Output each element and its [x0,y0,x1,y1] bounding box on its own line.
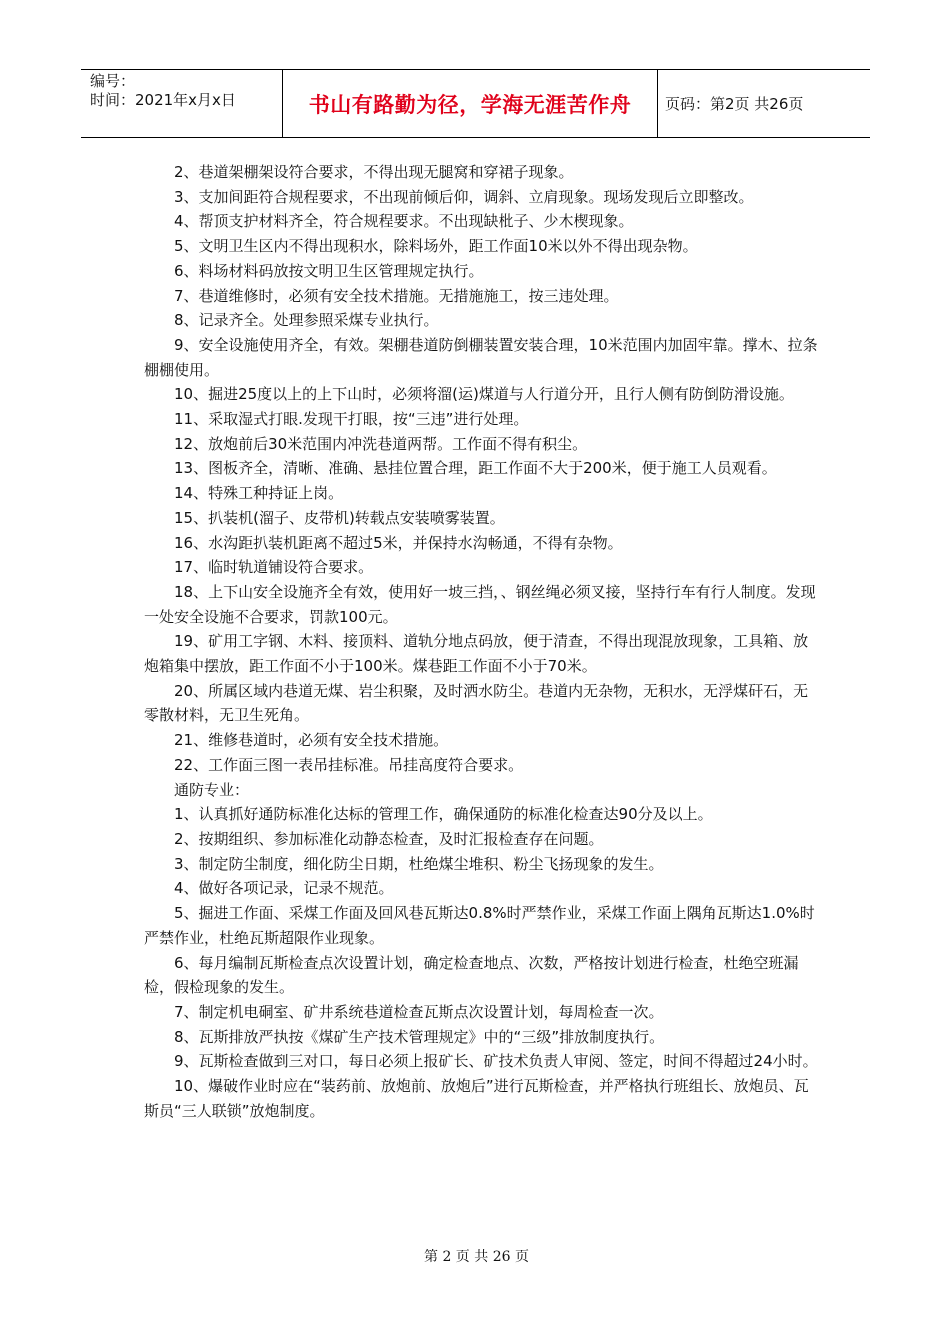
paragraph: 20、所属区域内巷道无煤、岩尘积聚，及时洒水防尘。巷道内无杂物，无积水，无浮煤矸石，无零散材料，无卫生死角。 [144,681,809,725]
paragraph: 6、料场材料码放按文明卫生区管理规定执行。 [174,261,484,280]
header-info-cell [81,70,282,137]
paragraph: 14、特殊工种持证上岗。 [174,484,344,503]
paragraph: 6、每月编制瓦斯检查点次设置计划，确定检查地点、次数，严格按计划进行检查，杜绝空班漏检，假检现象的发生。 [144,953,799,997]
paragraph: 22、工作面三图一表吊挂标准。吊挂高度符合要求。 [174,755,524,774]
paragraph: 16、水沟距扒装机距离不超过5米，并保持水沟畅通，不得有杂物。 [174,533,623,552]
paragraph: 4、做好各项记录，记录不规范。 [174,879,394,898]
paragraph: 15、扒装机(溜子、皮带机)转载点安装喷雾装置。 [174,508,505,527]
paragraph: 7、巷道维修时，必须有安全技术措施。无措施施工，按三违处理。 [174,286,619,305]
page-header [81,69,870,138]
paragraph: 1、认真抓好通防标准化达标的管理工作，确保通防的标准化检查达90分及以上。 [174,805,713,824]
footer-page-number: 第 2 页 共 26 页 [424,1249,529,1265]
paragraph: 12、放炮前后30米范围内冲洗巷道两帮。工作面不得有积尘。 [174,434,588,453]
paragraph: 4、帮顶支护材料齐全，符合规程要求。不出现缺枇子、少木楔现象。 [174,212,634,231]
paragraph: 13、图板齐全，清晰、准确、悬挂位置合理，距工作面不大于200米，便于施工人员观看。 [174,459,777,478]
paragraph: 2、巷道架棚架设符合要求，不得出现无腿窝和穿裙子现象。 [174,163,574,181]
paragraph: 9、瓦斯检查做到三对口，每日必须上报矿长、矿技术负责人审阅、签定，时间不得超过24小时。 [174,1052,818,1071]
paragraph: 9、安全设施使用齐全，有效。架棚巷道防倒棚装置安装合理，10米范围内加固牢靠。撑木、拉条棚棚使用。 [144,335,818,379]
paragraph: 17、临时轨道铺设符合要求。 [174,558,374,577]
page-footer [0,1246,950,1266]
document-number-label: 编号： [90,72,136,90]
section-heading: 通防专业： [174,780,250,799]
paragraph: 11、采取湿式打眼.发现干打眼，按“三违”进行处理。 [174,410,529,429]
document-body [144,160,818,1123]
paragraph: 7、制定机电硐室、矿井系统巷道检查瓦斯点次设置计划，每周检查一次。 [174,1002,664,1021]
header-motto: 书山有路勤为径，学海无涯苦作舟 [282,70,658,137]
paragraph: 19、矿用工字钢、木料、接顶料、道轨分地点码放，便于清查，不得出现混放现象，工具箱、放炮箱集中摆放，距工作面不小于100米。煤巷距工作面不小于70米。 [144,632,809,676]
paragraph: 3、支加间距符合规程要求，不出现前倾后仰，调斜、立肩现象。现场发现后立即整改。 [174,187,754,206]
paragraph: 5、掘进工作面、采煤工作面及回风巷瓦斯达0.8%时严禁作业，采煤工作面上隅角瓦斯达1.0%时严禁作业，杜绝瓦斯超限作业现象。 [144,904,815,947]
paragraph: 8、瓦斯排放严执按《煤矿生产技术管理规定》中的“三级”排放制度执行。 [174,1027,665,1046]
paragraph: 8、记录齐全。处理参照采煤专业执行。 [174,311,439,330]
paragraph: 5、文明卫生区内不得出现积水，除料场外，距工作面10米以外不得出现杂物。 [174,237,698,256]
paragraph: 21、维修巷道时，必须有安全技术措施。 [174,731,449,750]
paragraph: 18、上下山安全设施齐全有效，使用好一坡三挡，、钢丝绳必须叉接，坚持行车有行人制度。发现一处安全设施不合要求，罚款100元。 [144,582,816,626]
header-page-info: 页码：第2页 共26页 [665,95,804,113]
paragraph: 2、按期组织、参加标准化动静态检查，及时汇报检查存在问题。 [174,829,604,848]
paragraph: 10、掘进25度以上的上下山时，必须将溜(运)煤道与人行道分开，且行人侧有防倒防滑设施。 [174,385,794,404]
document-time-label: 时间：2021年x月x日 [90,91,236,109]
paragraph: 3、制定防尘制度，细化防尘日期，杜绝煤尘堆积、粉尘飞扬现象的发生。 [174,854,664,873]
paragraph: 10、爆破作业时应在“装药前、放炮前、放炮后”进行瓦斯检查，并严格执行班组长、放炮员、瓦斯员“三人联锁”放炮制度。 [144,1077,809,1120]
